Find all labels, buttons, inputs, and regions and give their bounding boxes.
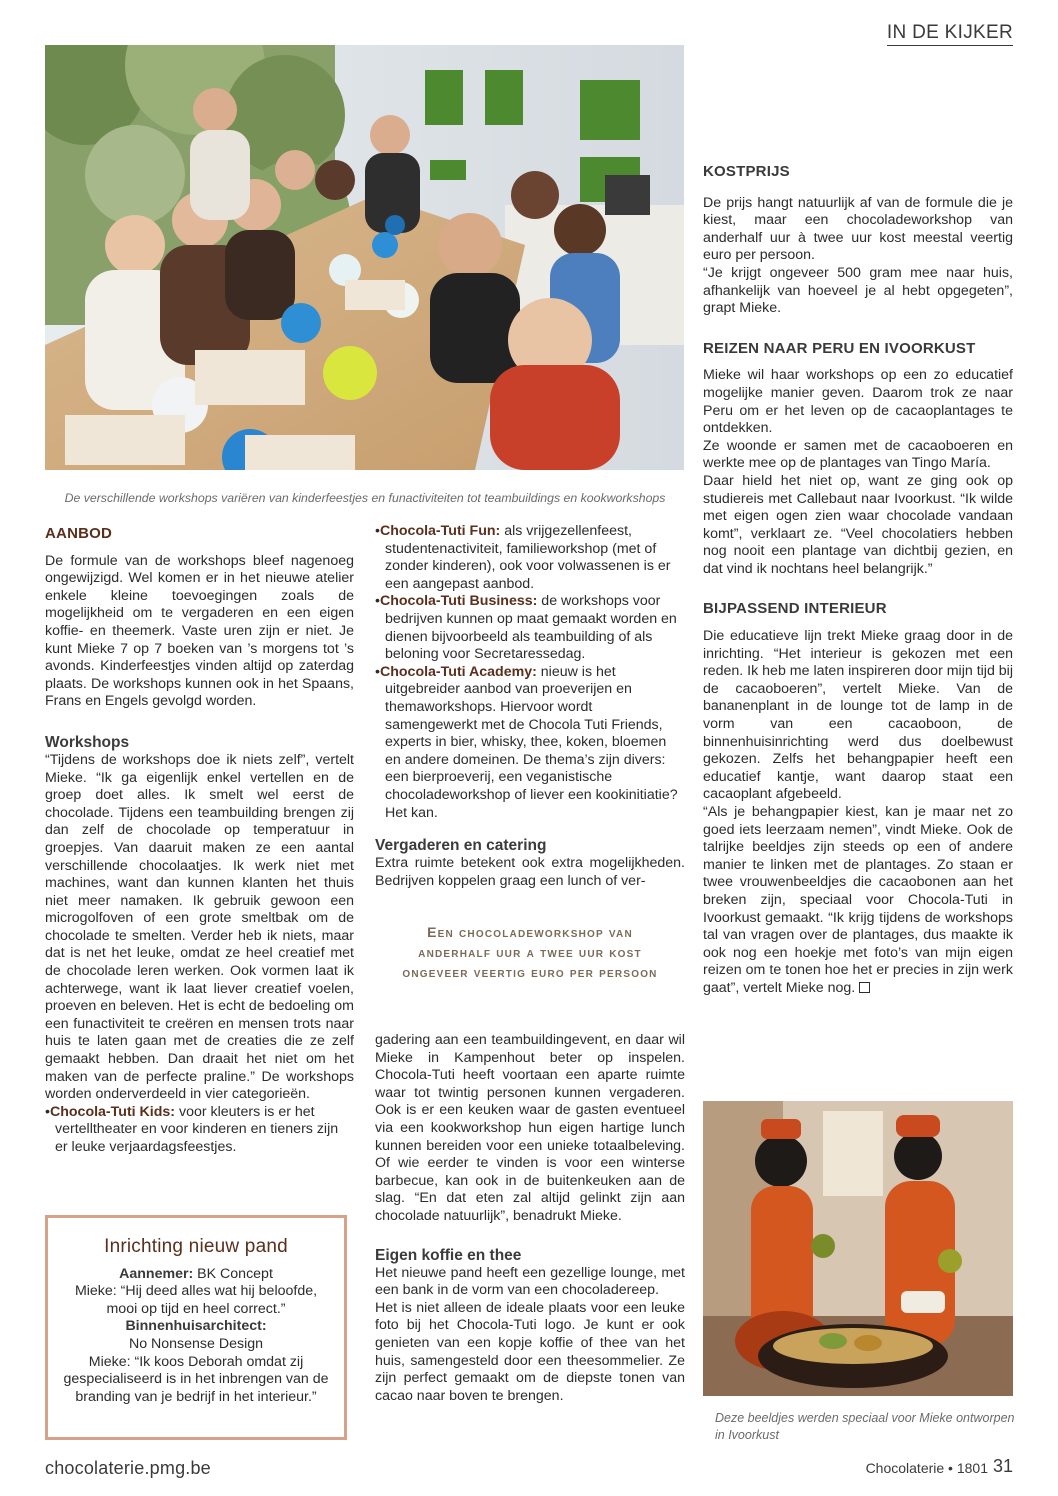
pull-quote-line-1: Een chocoladeworkshop van	[427, 924, 633, 940]
bullet-academy-label: Chocola-Tuti Academy:	[379, 663, 537, 680]
heading-reizen: REIZEN NAAR PERU EN IVOORKUST	[703, 339, 976, 357]
bullet-kids-label: Chocola-Tuti Kids:	[49, 1103, 176, 1120]
column-1	[45, 525, 354, 1157]
paragraph-reizen-3: Daar hield het niet op, want ze ging ook op studiereis met Callebaut naar Ivoorkust. “Ik wilde met eigen ogen zien waar chocolade vandaan komt”, verklaart ze. “Veel chocolatiers hebben nog nooit een plantage van dichtbij gezien, en dat vind ik nochtans heel belangrijk.”	[703, 472, 1013, 577]
info-box-title: Inrichting nieuw pand	[104, 1236, 288, 1257]
bullet-kids: •Chocola-Tuti Kids: voor kleuters is er het vertelltheater en voor kinderen en tieners zijn er leuke verjaardagsfeestjes.	[45, 1103, 339, 1155]
heading-koffie: Eigen koffie en thee	[375, 1246, 522, 1264]
pull-quote	[375, 922, 685, 982]
footer-magazine: Chocolaterie • 1801	[865, 1460, 988, 1476]
bullet-business: •Chocola-Tuti Business: de workshops voor bedrijven kunnen op maat gemaakt worden en dienen bijvoorbeeld als teambuilding of als beloning voor Secretaressedag.	[375, 593, 677, 663]
paragraph-interieur-2-text: “Als je behangpapier kiest, kan je maar net zo goed iets leerzaam nemen”, vindt Mieke. Ook de talrijke beeldjes zijn steeds op een of andere manier te linken met de plantages. Zo staan er twee vrouwenbeeldjes die cacaobonen aan het breken zijn, speciaal voor Chocola-Tuti in Ivoorkust gemaakt. “Ik krijg tijdens de workshops tal van vragen over de plantages, dus maakte ik ook nog een hoekje met foto’s van mijn eigen reizen om te tonen hoe het er precies in zijn werk gaat”, vertelt Mieke nog.	[703, 804, 1013, 996]
paragraph-koffie-2: Het is niet alleen de ideale plaats voor een leuke foto bij het Chocola-Tuti logo. Je kunt er ook genieten van een kopje koffie of thee van het huis, samengesteld door een theesommelier. Ze zijn perfect gemaakt om de diepste tonen van cacao naar boven te brengen.	[375, 1299, 685, 1404]
paragraph-kostprijs-2: “Je krijgt ongeveer 500 gram mee naar huis, afhankelijk van hoeveel je al hebt opgegeten”, grapt Mieke.	[703, 264, 1013, 317]
info-box-inrichting	[45, 1215, 347, 1440]
column-2-bottom	[375, 1032, 685, 1405]
bullet-academy-text: nieuw is het uitgebreider aanbod van proeverijen en themaworkshops. Hiervoor wordt samengewerkt met de Chocola Tuti Friends, experts in bier, whisky, thee, koken, bloemen en andere domeinen. De thema’s zijn divers: een bierproeverij, een veganistische chocoladeworkshop of liever een kookinitiatie? Het kan.	[385, 663, 678, 821]
paragraph-interieur-1: Die educatieve lijn trekt Mieke graag door in de inrichting. “Het interieur is gekozen met een reden. Ik heb me laten inspireren door mijn tijd bij de cacaoboeren”, vertelt Mieke. Van de bananenplant in de lounge tot de lamp in de vorm van een cacaoboon, de binnenhuisinrichting werd dus doelbewust gekozen. Zelfs het behangpapier heeft een educatief kantje, want daarop staat een cacaoplant afgebeeld.	[703, 628, 1013, 803]
info-box-quote-1: Mieke: “Hij deed alles wat hij beloofde, mooi op tijd en heel correct.”	[74, 1283, 318, 1317]
bullet-fun-text: als vrijgezellenfeest, studentenactiviteit, familieworkshop (met of zonder kinderen), ook voor volwassenen is er een aangepast aanbod.	[385, 523, 671, 592]
info-box-architect-label: Binnenhuisarchitect:	[125, 1318, 267, 1335]
bullet-kids-text: voor kleuters is er het vertelltheater en voor kinderen en tieners zijn er leuke verjaardagsfeestjes.	[55, 1103, 339, 1155]
info-box-aannemer-value: BK Concept	[193, 1265, 273, 1282]
heading-interieur: BIJPASSEND INTERIEUR	[703, 600, 887, 618]
pull-quote-line-2: anderhalf uur a twee uur kost	[418, 944, 642, 960]
paragraph-reizen-2: Ze woonde er samen met de cacaoboeren en werkte mee op de plantages van Tingo María.	[703, 437, 1013, 472]
page-number: 31	[992, 1456, 1013, 1476]
info-box-architect-value: No Nonsense Design	[128, 1335, 264, 1352]
photo-caption-bottom: Deze beeldjes werden speciaal voor Mieke ontworpen in Ivoorkust	[715, 1411, 1015, 1442]
paragraph-vergaderen-2: gadering aan een teambuildingevent, en daar wil Mieke in Kampenhout beter op inspelen. Chocola-Tuti heeft voortaan een aparte ruimte waar tot twintig personen kunnen vergaderen. Ook is er een keuken waar de gasten eventueel via een kookworkshop hun eigen hartige lunch kunnen bereiden voor een unieke totaalbeleving. Of wie eerder te vinden is voor een winterse barbecue, kan ook in de buitenkeuken aan de slag. “En dat eten zal altijd gelinkt zijn aan chocolade natuurlijk”, benadrukt Mieke.	[375, 1032, 685, 1224]
info-box-quote-2: Mieke: “Ik koos Deborah omdat zij gespecialiseerd is in het inbrengen van de branding van je bedrijf in het interieur.”	[63, 1353, 329, 1405]
paragraph-vergaderen-1: Extra ruimte betekent ook extra mogelijkheden. Bedrijven koppelen graag een lunch of ver-	[375, 855, 685, 889]
column-2-top	[375, 523, 685, 890]
heading-aanbod: AANBOD	[45, 525, 113, 542]
photo-caption-top: De verschillende workshops variëren van kinderfeestjes en funactiviteiten tot teambuildings en kookworkshops	[64, 491, 666, 505]
paragraph-workshops: “Tijdens de workshops doe ik niets zelf”, vertelt Mieke. “Ik ga eigenlijk enkel vertellen en de groep doet alles. Ik smelt wel eerst de chocolade. Tijdens een teambuilding brengen zij dan zelf de chocolade op temperatuur in groepjes. Van daaruit maken ze een aantal verschillende chocolaatjes. Ik werk niet met machines, want dan kunnen klanten het thuis niet meer namaken. Ik gebruik gewoon een microgolfoven of een grote smeltbak om de chocolade te smelten. Verder heb ik niets, maar dat is net het leuke, omdat ze heel creatief met de chocolade leren werken. Ook vormen laat ik achterwege, want ik laat liever creatief voelen, proeven en beleven. Het is echt de bedoeling om een funactiviteit te creëren en mensen trots naar huis te laten gaan met de creaties die ze zelf gemaakt hebben. Dan draait het niet om het maken van de perfecte praline.” De workshops worden onderverdeeld in vier categorieën.	[45, 751, 354, 1103]
heading-kostprijs: KOSTPRIJS	[703, 163, 790, 180]
paragraph-koffie-1: Het nieuwe pand heeft een gezellige lounge, met een bank in de vorm van een chocoladereep.	[375, 1264, 685, 1299]
column-3	[703, 163, 1013, 998]
statues-photo	[703, 1101, 1013, 1396]
bullet-fun-label: Chocola-Tuti Fun:	[379, 523, 501, 539]
paragraph-interieur-2	[703, 804, 1013, 998]
heading-vergaderen: Vergaderen en catering	[375, 837, 547, 855]
bullet-fun: •Chocola-Tuti Fun: als vrijgezellenfeest, studentenactiviteit, familieworkshop (met of zonder kinderen), ook voor volwassenen is er een aangepast aanbod.	[375, 523, 671, 592]
paragraph-reizen-1: Mieke wil haar workshops op een zo educatief mogelijke manier geven. Daarom trok ze naar Peru om er het leven op de cacaoplantages te ontdekken.	[703, 367, 1013, 437]
bullet-academy: •Chocola-Tuti Academy: nieuw is het uitgebreider aanbod van proeverijen en themaworkshops. Hiervoor wordt samengewerkt met de Chocola Tuti Friends, experts in bier, whisky, thee, koken, bloemen en andere domeinen. De thema’s zijn divers: een bierproeverij, een veganistische chocoladeworkshop of liever een kookinitiatie? Het kan.	[375, 663, 678, 821]
info-box-aannemer-label: Aannemer:	[119, 1265, 194, 1282]
footer-url-link[interactable]: chocolaterie.pmg.be	[45, 1458, 211, 1478]
paragraph-aanbod: De formule van de workshops bleef nagenoeg ongewijzigd. Wel komen er in het nieuwe atelier enkele kleine toevoegingen zoals de mogelijkheid om te vergaderen en een eigen koffie- en theemerk. Vaste uren zijn er niet. Je kunt Mieke 7 op 7 boeken van ’s morgens tot ’s avonds. Kinderfeestjes vinden altijd op zaterdag plaats. De workshops kunnen ook in het Spaans, Frans en Engels gevolgd worden.	[45, 552, 354, 710]
heading-workshops: Workshops	[45, 733, 130, 751]
bullet-business-label: Chocola-Tuti Business:	[379, 593, 538, 610]
pull-quote-line-3: ongeveer veertig euro per persoon	[402, 964, 658, 980]
section-tag: IN DE KIJKER	[887, 22, 1013, 46]
workshop-group-photo	[45, 45, 684, 470]
bullet-business-text: de workshops voor bedrijven kunnen op maat gemaakt worden en dienen bijvoorbeeld als teambuilding of als beloning voor Secretaressedag.	[385, 593, 677, 663]
paragraph-kostprijs-1: De prijs hangt natuurlijk af van de formule die je kiest, maar een chocoladeworkshop van anderhalf uur à twee uur kost meestal veertig euro per persoon.	[703, 194, 1013, 264]
end-mark-icon	[859, 982, 870, 993]
